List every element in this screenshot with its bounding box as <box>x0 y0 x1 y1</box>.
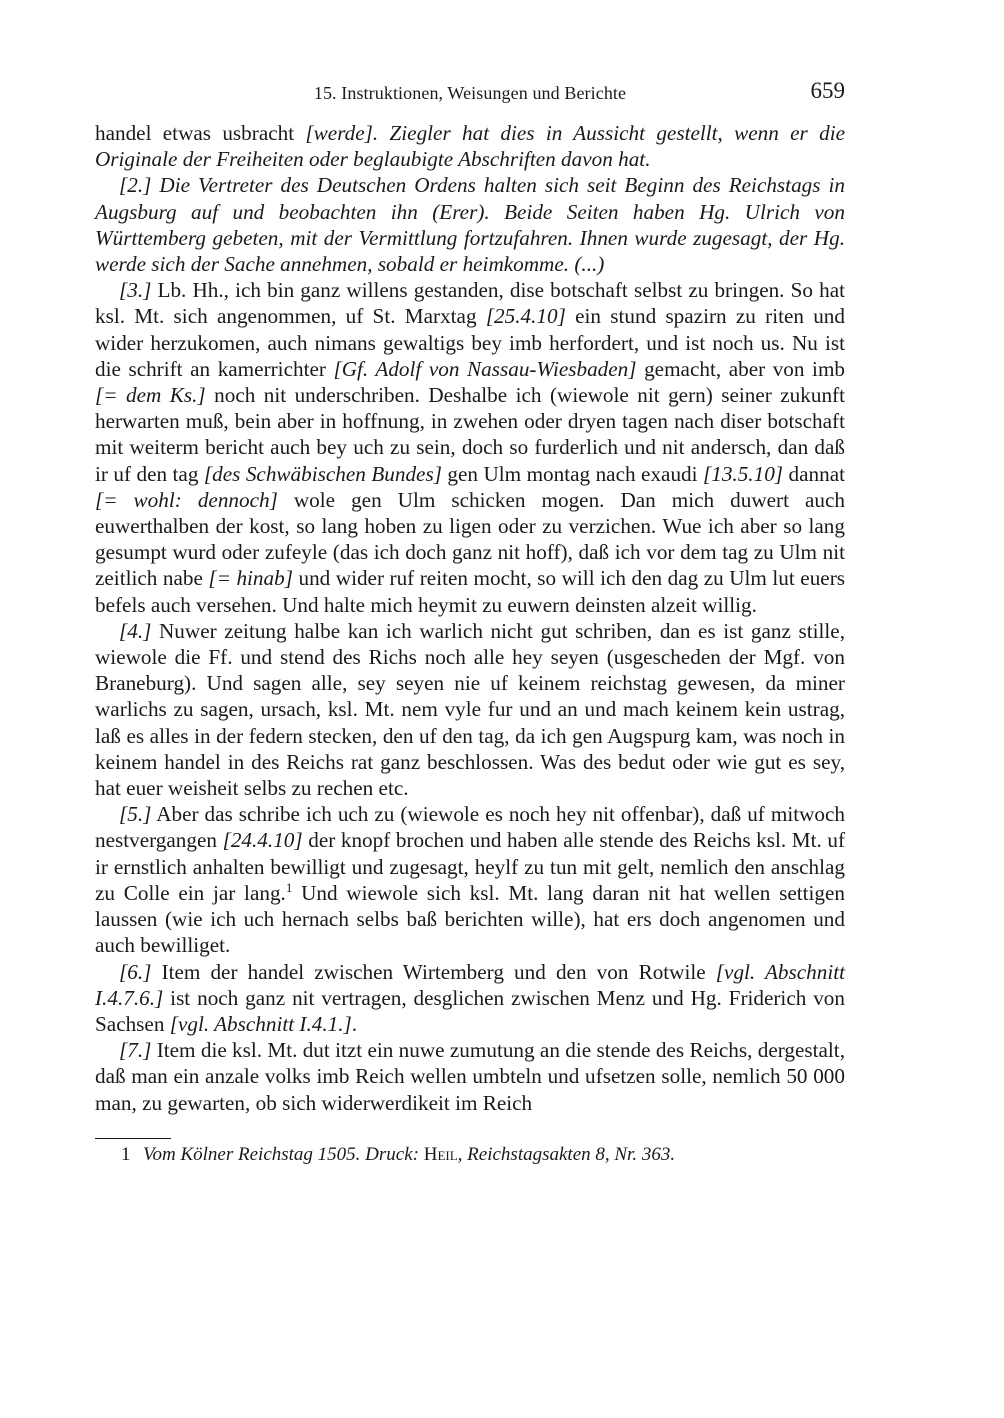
running-title: 15. Instruktionen, Weisungen und Berichte <box>313 83 627 103</box>
paragraph-3 <box>95 277 845 618</box>
text-segment: Und wiewole sich ksl. Mt. lang daran nit hat wellen settigen laussen (wie ich uch hernach selbs baß berichten wille), hat ers doch angenomen und auch bewilliget. <box>95 880 845 958</box>
footnote-author: Heil <box>423 1143 458 1165</box>
text-segment: ein stund spazirn zu riten und wider herzukomen, auch nimans gewaltigs bey imb herfordert, und ist noch us. Nu ist die schrift an kamerrichter <box>95 304 845 381</box>
paragraph-number: [6.] <box>119 959 152 984</box>
text-segment: wole gen Ulm schicken mogen. Dan mich duwert auch euwerthalben der kost, so lang hoben zu ligen oder zu verzichen. Wue ich aber so lang gesumpt wurd oder zufeyle (das ich doch ganz nit hoff), daß ich vor dem tag zu Ulm nit zeitlich nabe <box>95 487 846 591</box>
footnote-text: Vom Kölner Reichstag 1505. Druck: <box>143 1143 424 1165</box>
paragraph-number: [3.] <box>119 278 152 303</box>
editorial-summary: [2.] Die Vertreter des Deutschen Ordens halten sich seit Beginn des Reichstags in Augsburg auf und beobachten ihn (Erer). Beide Seiten haben Hg. Ulrich von Württemberg gebeten, mit der Vermittlung fortzufahren. Ihnen wurde zugesagt, der Hg. werde sich der Sache annehmen, sobald er heimkomme. (...) <box>95 173 845 277</box>
text-segment: gemacht, aber von imb <box>636 356 846 381</box>
text-segment: der knopf brochen und haben alle stende des Reichs ksl. Mt. uf ir ernstlich anhalten bewilligt und zugesagt, heylf zu tun mit gelt, nemlich den anschlag zu Colle ein jar lang. <box>95 828 846 905</box>
paragraph-number: [7.] <box>119 1038 152 1063</box>
text-segment: Lb. Hh., ich bin ganz willens gestanden, dise botschaft selbst zu bringen. So hat ksl. Mt. sich angenommen, uf St. Marxtag <box>95 278 845 329</box>
paragraph-5 <box>95 801 845 958</box>
editorial-note: [vgl. Abschnitt I.4.7.6.] <box>95 959 845 1010</box>
paragraph-7 <box>95 1037 845 1116</box>
editorial-note: [vgl. Abschnitt I.4.1.] <box>169 1011 352 1036</box>
text-segment: Item der handel zwischen Wirtemberg und den von Rotwile <box>151 959 716 984</box>
page-number: 659 <box>810 78 845 103</box>
footnote-divider <box>95 1138 171 1139</box>
text-segment: dannat <box>783 461 845 486</box>
editorial-note: [= wohl: dennoch] <box>95 487 278 512</box>
text-segment: noch nit underschriben. Deshalbe ich (wiewole nit gern) seiner zukunft herwarten muß, bein aber in hoffnung, in zwehen oder dryen tagen nach diser botschaft mit weiterm bericht auch bey uch zu sein, doch so furderlich und nit andersch, dan daß ir uf den tag <box>95 383 845 486</box>
editorial-note: [= hinab] <box>208 566 293 591</box>
footnote-1 <box>95 1143 845 1167</box>
editorial-note: [Gf. Adolf von Nassau-Wiesbaden] <box>333 356 637 381</box>
footnote-number: 1 <box>121 1143 131 1165</box>
text-segment: . <box>351 1011 358 1036</box>
text-segment: Item die ksl. Mt. dut itzt ein nuwe zumutung an die stende des Reichs, dergestalt, daß man ein anzale volks imb Reich wellen umbteln und ufsetzen solle, nemlich 50 000 man, zu gewarten, ob sich widerwerdikeit im Reich <box>95 1038 845 1115</box>
text-segment: gen Ulm montag nach exaudi <box>441 461 703 486</box>
text-segment: Aber das schribe ich uch zu (wiewole es noch hey nit offenbar), daß uf mitwoch nestvergangen <box>95 802 845 853</box>
text-segment: Nuwer zeitung halbe kan ich warlich nicht gut schriben, dan es ist ganz stille, wiewole die Ff. und stend des Richs noch alle hey seyen (usgescheden der Mgf. von Braneburg). Und sagen alle, sey seyen nie uf keinem reichstag gewesen, da miner warlichs zu sagen, ursach, ksl. Mt. nem vyle fur und an und mach keinem kein ustrag, laß es alles in der federn stecken, den uf den tag, da ich gen Augspurg kam, was noch in keinem handel in des Reichs rat ganz beschlossen. Was des bedut oder wie gut es sey, hat euer weisheit selbs zu rechen etc. <box>95 618 845 801</box>
paragraph-number: [5.] <box>119 802 152 827</box>
paragraph-4 <box>95 618 845 801</box>
footnote-reference[interactable]: 1 <box>285 879 293 895</box>
document-page <box>95 78 845 1167</box>
editorial-note: [13.5.10] <box>702 461 784 486</box>
text-segment: handel etwas usbracht <box>95 121 306 145</box>
main-text <box>95 120 845 1116</box>
paragraph-6 <box>95 959 845 1038</box>
footnote-text: , Reichstagsakten 8, Nr. 363. <box>457 1143 676 1165</box>
paragraph-number: [4.] <box>119 618 152 643</box>
paragraph-continuation <box>95 120 845 172</box>
text-segment: ist noch ganz nit vertragen, desglichen zwischen Menz und Hg. Friderich von Sachsen <box>95 985 845 1036</box>
editorial-note: [24.4.10] <box>222 828 303 853</box>
running-header <box>95 78 845 110</box>
paragraph-2 <box>95 172 845 277</box>
text-segment: und wider ruf reiten mocht, so will ich den dag zu Ulm lut euers befels auch versehen. Und halte mich heymit zu euwern deinsten alzeit willig. <box>95 566 845 617</box>
editorial-note: [25.4.10] <box>485 304 566 329</box>
editorial-note: [des Schwäbischen Bundes] <box>203 461 442 486</box>
editorial-note: [= dem Ks.] <box>95 383 206 408</box>
editorial-summary: [werde]. Ziegler hat dies in Aussicht gestellt, wenn er die Originale der Freiheiten oder beglaubigte Abschriften davon hat. <box>95 121 845 172</box>
